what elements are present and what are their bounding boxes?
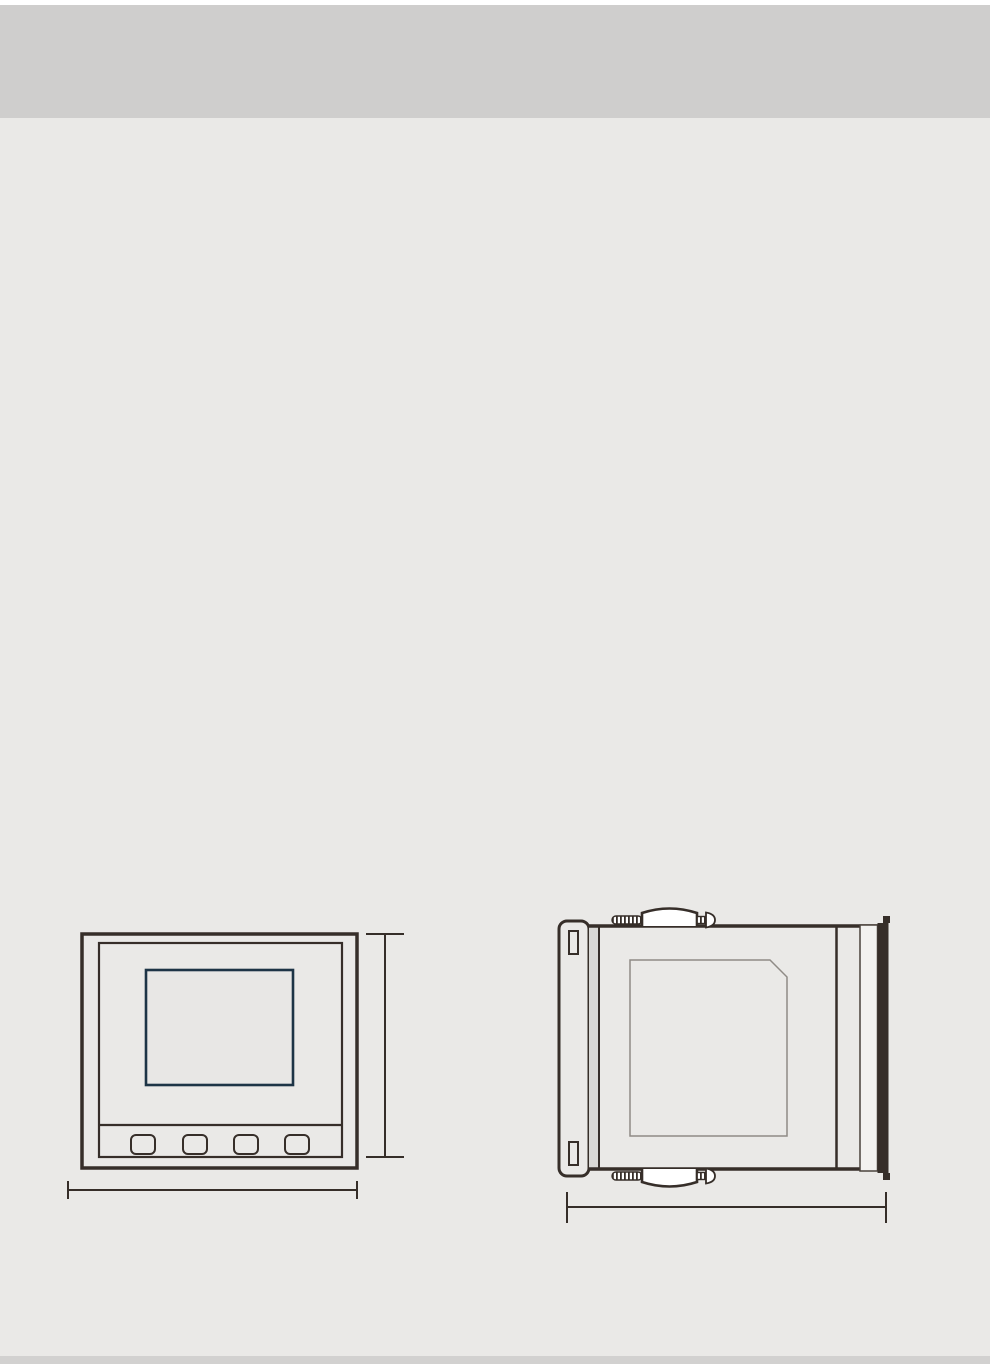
spec-table [41,157,953,890]
width-dimension [68,1181,357,1199]
return-button [131,1135,155,1154]
inner-chassis [630,960,787,1136]
height-dimension [366,934,404,1157]
panel-gasket [589,927,599,1168]
down-button [234,1135,258,1154]
bottom-margin-strip [0,1356,990,1364]
display-area [146,970,293,1085]
up-button [285,1135,309,1154]
page-title [0,5,990,18]
terminal-back-bar [878,923,889,1173]
bezel-clip-bottom [569,1142,578,1165]
left-button [183,1135,207,1154]
front-view-drawing [68,934,404,1199]
spec-table-body [41,157,953,890]
terminal-grid-column [860,925,878,1171]
front-panel-buttons [131,1135,309,1154]
side-bezel [559,921,589,1176]
bezel-clip-top [569,931,578,954]
side-view-drawing [559,909,890,1224]
depth-dimension [567,1192,886,1223]
dimension-drawings [0,900,990,1260]
mounting-screw-bottom [612,1169,715,1187]
header-band [0,5,990,118]
